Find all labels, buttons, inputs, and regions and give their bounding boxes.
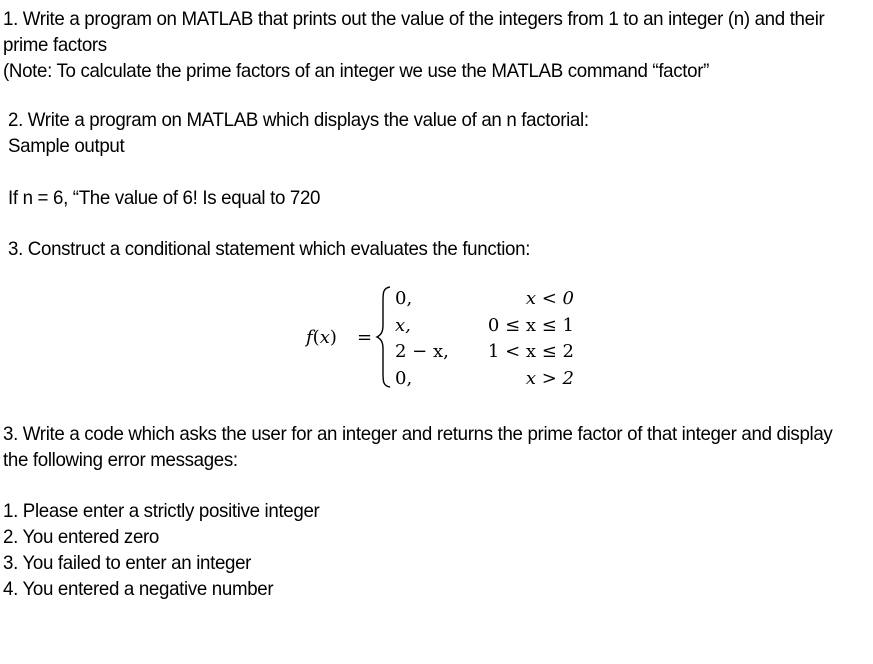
case-2-value: x, [395, 315, 411, 336]
function-lhs: f(x) [306, 327, 337, 348]
question-2-sample-output: If n = 6, “The value of 6! Is equal to 720 [8, 187, 321, 209]
error-message-1: 1. Please enter a strictly positive integer [3, 500, 320, 522]
question-4-line-1: 3. Write a code which asks the user for an integer and returns the prime factor of that integer and display [3, 423, 833, 445]
question-4-line-2: the following error messages: [3, 449, 238, 471]
question-3-line-1: 3. Construct a conditional statement which evaluates the function: [8, 238, 531, 260]
error-message-4: 4. You entered a negative number [3, 578, 274, 600]
left-brace-icon [375, 285, 393, 389]
case-1-condition: x < 0 [525, 288, 574, 309]
error-message-2: 2. You entered zero [3, 526, 159, 548]
question-1-line-2: prime factors [3, 34, 107, 56]
error-message-3: 3. You failed to enter an integer [3, 552, 252, 574]
case-3-condition: 1 < x ≤ 2 [487, 341, 574, 362]
question-1-line-1: 1. Write a program on MATLAB that prints out the value of the integers from 1 to an integer (n) and their [3, 8, 825, 30]
question-1-note: (Note: To calculate the prime factors of an integer we use the MATLAB command “factor” [3, 60, 710, 82]
question-2-line-1: 2. Write a program on MATLAB which displays the value of an n factorial: [8, 109, 589, 131]
piecewise-function [300, 283, 600, 393]
question-2-sample-label: Sample output [8, 135, 125, 157]
case-4-value: 0, [395, 368, 413, 389]
equals-sign: = [357, 327, 373, 348]
case-1-value: 0, [395, 288, 413, 309]
case-2-condition: 0 ≤ x ≤ 1 [487, 315, 574, 336]
case-4-condition: x > 2 [525, 368, 574, 389]
case-3-value: 2 − x, [395, 341, 449, 362]
